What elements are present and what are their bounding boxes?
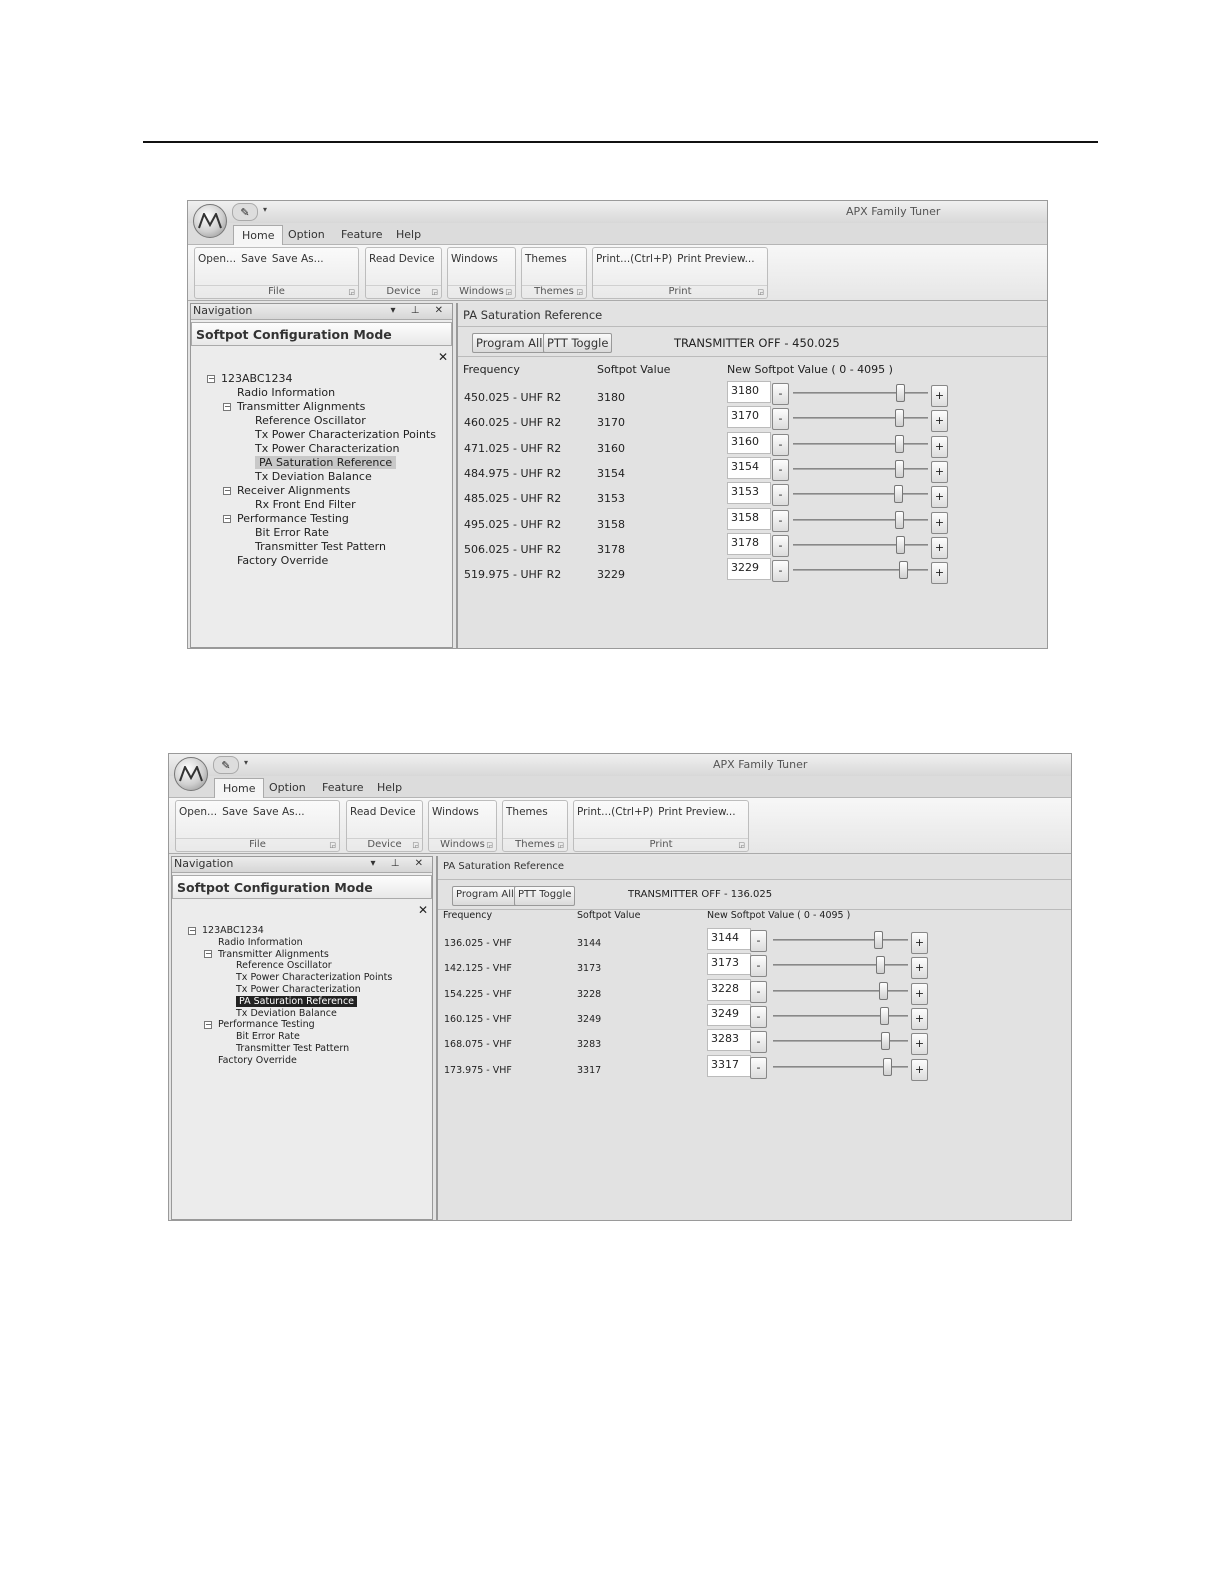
tree-item[interactable]	[201, 428, 452, 442]
open-button[interactable]: Open...	[198, 253, 237, 265]
tab-option[interactable]: Option	[288, 228, 325, 241]
tree-item[interactable]	[201, 442, 452, 456]
tab-feature[interactable]: Feature	[322, 781, 364, 794]
softpot-value-cell: 3173	[577, 963, 602, 975]
navigation-title: Navigation	[174, 857, 234, 870]
tree-item-label: 123ABC1234	[202, 925, 264, 936]
ribbon-group-device	[346, 800, 423, 852]
tree-item[interactable]	[201, 498, 452, 512]
frequency-cell: 471.025 - UHF R2	[464, 441, 562, 455]
main-pane	[456, 303, 1047, 648]
tree-toggle-icon[interactable]: −	[224, 402, 231, 411]
increment-button[interactable]: +	[931, 436, 948, 458]
dialog-launcher-icon[interactable]: ◲	[505, 288, 512, 296]
softpot-slider-track[interactable]	[793, 519, 928, 521]
softpot-slider-thumb[interactable]	[879, 982, 888, 1000]
tree-item-label: Tx Deviation Balance	[255, 470, 372, 483]
title-bar	[188, 201, 1047, 223]
tree-toggle-icon[interactable]: −	[224, 514, 231, 523]
print-ctrl-p-button[interactable]: Print...(Ctrl+P)	[577, 806, 654, 818]
decrement-button[interactable]: -	[772, 510, 789, 532]
tree-item[interactable]	[201, 400, 452, 414]
app-title: APX Family Tuner	[713, 758, 808, 771]
new-softpot-input[interactable]: 3178	[727, 533, 771, 555]
tree-item-label: Performance Testing	[218, 1019, 315, 1031]
softpot-slider-track[interactable]	[793, 493, 928, 495]
mode-title: Softpot Configuration Mode	[172, 875, 432, 899]
ribbon-group-buttons	[596, 253, 760, 265]
navigation-controls-icon[interactable]: ▾ ⊥ ✕	[370, 858, 429, 869]
column-header-softpot: Softpot Value	[577, 910, 641, 921]
softpot-slider-thumb[interactable]	[874, 931, 883, 949]
ribbon-group-file	[194, 247, 359, 299]
increment-button[interactable]: +	[911, 932, 928, 954]
page-rule	[143, 141, 1098, 143]
navigation-pane	[171, 856, 433, 1220]
tree-item-label: PA Saturation Reference	[255, 456, 396, 469]
column-header-new-softpot: New Softpot Value ( 0 - 4095 )	[727, 363, 893, 376]
tree-toggle-icon[interactable]: −	[224, 486, 231, 495]
softpot-slider-track[interactable]	[793, 392, 928, 394]
column-header-new-softpot: New Softpot Value ( 0 - 4095 )	[707, 910, 851, 921]
tree-item-label: Bit Error Rate	[236, 1031, 300, 1043]
navigation-tree	[201, 372, 452, 568]
ribbon-group-buttons	[451, 253, 503, 265]
ribbon-group-label: Device	[366, 285, 441, 297]
ptt-toggle-button[interactable]: PTT Toggle	[514, 886, 575, 906]
frequency-cell: 506.025 - UHF R2	[464, 542, 562, 556]
frequency-cell: 173.975 - VHF	[444, 1064, 512, 1076]
transmitter-status: TRANSMITTER OFF - 136.025	[628, 889, 773, 900]
mode-title: Softpot Configuration Mode	[191, 322, 452, 346]
softpot-slider-thumb[interactable]	[895, 511, 904, 529]
table-row	[438, 1032, 1071, 1059]
tab-home[interactable]: Home	[233, 225, 283, 245]
tree-item[interactable]	[182, 949, 432, 961]
softpot-slider-thumb[interactable]	[881, 1032, 890, 1050]
softpot-slider-track[interactable]	[793, 443, 928, 445]
tree-item[interactable]	[182, 1031, 432, 1043]
decrement-button[interactable]: -	[772, 484, 789, 506]
increment-button[interactable]: +	[911, 1008, 928, 1030]
tree-item[interactable]	[182, 996, 432, 1008]
tree-item-label: 123ABC1234	[221, 372, 293, 385]
tree-toggle-icon[interactable]: −	[208, 374, 215, 383]
dialog-launcher-icon[interactable]: ◲	[486, 841, 493, 849]
tree-item[interactable]	[201, 414, 452, 428]
tree-item[interactable]	[182, 1008, 432, 1020]
softpot-slider-thumb[interactable]	[899, 561, 908, 579]
main-pane	[436, 856, 1071, 1220]
increment-button[interactable]: +	[911, 957, 928, 979]
softpot-slider-track[interactable]	[773, 939, 908, 941]
tree-item[interactable]	[201, 456, 452, 470]
ribbon-group-file	[175, 800, 340, 852]
increment-button[interactable]: +	[931, 512, 948, 534]
quick-access-icon[interactable]: ✎	[213, 756, 239, 774]
ribbon-group-buttons	[577, 806, 741, 818]
softpot-slider-track[interactable]	[793, 417, 928, 419]
tree-close-icon[interactable]: ✕	[417, 903, 428, 917]
softpot-value-cell: 3283	[577, 1039, 602, 1051]
column-header-frequency: Frequency	[463, 363, 520, 376]
main-header: PA Saturation Reference	[458, 303, 1047, 327]
softpot-value-cell: 3229	[597, 568, 625, 582]
dialog-launcher-icon[interactable]: ◲	[412, 841, 419, 849]
dialog-launcher-icon[interactable]: ◲	[348, 288, 355, 296]
main-toolbar	[458, 327, 1047, 357]
windows-button[interactable]: Windows	[451, 253, 498, 265]
ribbon-group-label: Device	[347, 838, 422, 850]
frequency-cell: 160.125 - VHF	[444, 1013, 512, 1025]
new-softpot-input[interactable]: 3249	[707, 1004, 751, 1026]
softpot-value-cell: 3154	[597, 466, 625, 480]
tree-item-label: Transmitter Test Pattern	[255, 540, 386, 553]
softpot-value-cell: 3144	[577, 938, 602, 949]
softpot-slider-thumb[interactable]	[896, 536, 905, 554]
ribbon-group-buttons	[350, 806, 421, 818]
ribbon-group-buttons	[179, 806, 310, 818]
tree-item-label: PA Saturation Reference	[236, 996, 357, 1007]
tab-option[interactable]: Option	[269, 781, 306, 794]
tree-item[interactable]	[201, 372, 452, 386]
ribbon-group-print	[592, 247, 768, 299]
ribbon-group-label: Print	[574, 838, 748, 850]
decrement-button[interactable]: -	[750, 1006, 767, 1028]
decrement-button[interactable]: -	[772, 560, 789, 582]
frequency-cell: 450.025 - UHF R2	[464, 391, 562, 404]
decrement-button[interactable]: -	[750, 1057, 767, 1079]
new-softpot-input[interactable]: 3180	[727, 381, 771, 403]
softpot-value-cell: 3228	[577, 988, 602, 1000]
dialog-launcher-icon[interactable]: ◲	[431, 288, 438, 296]
frequency-cell: 460.025 - UHF R2	[464, 416, 562, 430]
open-button[interactable]: Open...	[179, 806, 218, 818]
main-toolbar	[438, 880, 1071, 910]
windows-button[interactable]: Windows	[432, 806, 479, 818]
new-softpot-input[interactable]: 3170	[727, 406, 771, 428]
tree-item-label: Transmitter Alignments	[218, 948, 329, 960]
softpot-value-cell: 3249	[577, 1013, 602, 1025]
app-title: APX Family Tuner	[846, 205, 941, 218]
softpot-slider-thumb[interactable]	[876, 956, 885, 974]
decrement-button[interactable]: -	[750, 981, 767, 1003]
frequency-cell: 519.975 - UHF R2	[464, 568, 562, 582]
increment-button[interactable]: +	[931, 385, 948, 407]
decrement-button[interactable]: -	[772, 408, 789, 430]
increment-button[interactable]: +	[931, 410, 948, 432]
softpot-slider-track[interactable]	[773, 990, 908, 992]
ribbon-tabs	[169, 776, 1071, 798]
new-softpot-input[interactable]: 3158	[727, 508, 771, 530]
softpot-slider-track[interactable]	[793, 468, 928, 470]
softpot-value-cell: 3178	[597, 542, 625, 556]
dialog-launcher-icon[interactable]: ◲	[576, 288, 583, 296]
ptt-toggle-button[interactable]: PTT Toggle	[543, 333, 612, 353]
softpot-value-cell: 3160	[597, 441, 625, 455]
quick-access-icon[interactable]: ✎	[232, 203, 258, 221]
decrement-button[interactable]: -	[772, 459, 789, 481]
decrement-button[interactable]: -	[772, 535, 789, 557]
tree-toggle-icon[interactable]: −	[189, 925, 196, 935]
navigation-header	[172, 857, 432, 873]
tree-item-label: Reference Oscillator	[255, 414, 366, 427]
frequency-cell: 136.025 - VHF	[444, 938, 512, 949]
ribbon-group-label: Windows	[429, 838, 496, 850]
tree-item-label: Tx Power Characterization	[236, 983, 361, 995]
tree-item-label: Receiver Alignments	[237, 484, 351, 497]
save-button[interactable]: Save	[222, 806, 248, 818]
ribbon-group-device	[365, 247, 442, 299]
softpot-slider-thumb[interactable]	[895, 435, 904, 453]
app-window	[168, 753, 1072, 1221]
softpot-slider-track[interactable]	[793, 544, 928, 546]
ribbon-group-themes	[521, 247, 587, 299]
new-softpot-input[interactable]: 3153	[727, 482, 771, 504]
table-row	[438, 981, 1071, 1009]
tree-item[interactable]	[182, 1043, 432, 1055]
tree-item[interactable]	[201, 526, 452, 540]
decrement-button[interactable]: -	[772, 383, 789, 405]
tree-item-label: Transmitter Alignments	[237, 400, 366, 413]
new-softpot-input[interactable]: 3173	[707, 953, 751, 975]
table-row	[438, 956, 1071, 983]
navigation-pane	[190, 303, 453, 648]
increment-button[interactable]: +	[911, 1059, 928, 1081]
frequency-cell: 168.075 - VHF	[444, 1039, 512, 1051]
increment-button[interactable]: +	[931, 562, 948, 584]
softpot-value-cell: 3153	[597, 492, 625, 506]
tree-item-label: Radio Information	[237, 386, 336, 399]
tree-item[interactable]	[182, 984, 432, 996]
tree-item-label: Factory Override	[218, 1054, 297, 1066]
column-header-frequency: Frequency	[443, 910, 493, 921]
tree-item-label: Factory Override	[237, 554, 329, 567]
tree-close-icon[interactable]: ✕	[437, 350, 448, 364]
decrement-button[interactable]: -	[750, 1031, 767, 1053]
read-device-button[interactable]: Read Device	[369, 253, 435, 265]
print-ctrl-p-button[interactable]: Print...(Ctrl+P)	[596, 253, 673, 265]
ribbon-group-label: Windows	[448, 285, 515, 297]
tree-item-label: Rx Front End Filter	[255, 498, 356, 511]
tree-item-label: Bit Error Rate	[255, 526, 329, 539]
tree-item[interactable]	[201, 554, 452, 568]
tree-item[interactable]	[201, 470, 452, 484]
tree-item[interactable]	[182, 960, 432, 972]
frequency-cell: 485.025 - UHF R2	[464, 492, 562, 506]
softpot-slider-thumb[interactable]	[895, 409, 904, 427]
save-as-button[interactable]: Save As...	[252, 806, 305, 818]
tree-toggle-icon[interactable]: −	[205, 949, 212, 959]
navigation-header	[191, 304, 452, 320]
read-device-button[interactable]: Read Device	[350, 806, 416, 818]
program-all-button[interactable]: Program All	[452, 886, 518, 906]
dialog-launcher-icon[interactable]: ◲	[557, 841, 564, 849]
ribbon-group-buttons	[525, 253, 572, 265]
title-bar	[169, 754, 1071, 776]
ribbon-group-buttons	[506, 806, 553, 818]
tree-item-label: Radio Information	[218, 936, 303, 948]
tree-item-label: Tx Power Characterization Points	[236, 972, 393, 984]
print-preview-button[interactable]: Print Preview...	[677, 253, 755, 265]
softpot-slider-thumb[interactable]	[883, 1058, 892, 1076]
increment-button[interactable]: +	[931, 486, 948, 508]
tree-item-label: Tx Power Characterization Points	[255, 428, 436, 441]
ribbon-group-label: File	[176, 838, 339, 850]
save-button[interactable]: Save	[241, 253, 267, 265]
ribbon	[169, 798, 1071, 854]
quick-access-dropdown-icon[interactable]: ▾	[263, 205, 268, 214]
new-softpot-input[interactable]: 3160	[727, 432, 771, 454]
app-logo-icon[interactable]	[174, 757, 208, 791]
tree-item[interactable]	[182, 1055, 432, 1067]
tree-item-label: Tx Deviation Balance	[236, 1007, 337, 1019]
tab-help[interactable]: Help	[396, 228, 422, 241]
tree-item-label: Tx Power Characterization	[255, 442, 400, 455]
ribbon-group-label: Themes	[503, 838, 567, 850]
tree-item[interactable]	[201, 512, 452, 526]
decrement-button[interactable]: -	[750, 955, 767, 977]
save-as-button[interactable]: Save As...	[271, 253, 324, 265]
increment-button[interactable]: +	[911, 983, 928, 1005]
tab-help[interactable]: Help	[377, 781, 403, 794]
ribbon-group-windows	[447, 247, 516, 299]
softpot-slider-thumb[interactable]	[896, 384, 905, 402]
decrement-button[interactable]: -	[750, 930, 767, 952]
new-softpot-input[interactable]: 3144	[707, 928, 751, 950]
themes-button[interactable]: Themes	[506, 806, 548, 818]
ribbon	[188, 245, 1047, 301]
ribbon-group-label: Themes	[522, 285, 586, 297]
tab-home[interactable]: Home	[214, 778, 264, 798]
tree-item[interactable]	[201, 484, 452, 498]
increment-button[interactable]: +	[931, 461, 948, 483]
tree-item[interactable]	[201, 386, 452, 400]
softpot-value-cell: 3317	[577, 1064, 602, 1076]
navigation-controls-icon[interactable]: ▾ ⊥ ✕	[390, 305, 449, 316]
dialog-launcher-icon[interactable]: ◲	[329, 841, 336, 849]
softpot-value-cell: 3158	[597, 517, 625, 531]
new-softpot-input[interactable]: 3154	[727, 457, 771, 479]
ribbon-group-buttons	[369, 253, 440, 265]
ribbon-group-label: Print	[593, 285, 767, 297]
tree-item-label: Performance Testing	[237, 512, 349, 525]
new-softpot-input[interactable]: 3283	[707, 1029, 751, 1051]
ribbon-group-windows	[428, 800, 497, 852]
tab-feature[interactable]: Feature	[341, 228, 383, 241]
frequency-cell: 495.025 - UHF R2	[464, 517, 562, 531]
tree-item[interactable]	[182, 937, 432, 949]
frequency-cell: 142.125 - VHF	[444, 963, 512, 975]
tree-item[interactable]	[182, 925, 432, 937]
column-header-softpot: Softpot Value	[597, 363, 671, 376]
softpot-slider-track[interactable]	[793, 569, 928, 571]
new-softpot-input[interactable]: 3317	[707, 1055, 751, 1077]
ribbon-group-themes	[502, 800, 568, 852]
tree-item[interactable]	[201, 540, 452, 554]
app-logo-icon[interactable]	[193, 204, 227, 238]
navigation-title: Navigation	[193, 304, 253, 317]
ribbon-group-print	[573, 800, 749, 852]
new-softpot-input[interactable]: 3228	[707, 979, 751, 1001]
navigation-tree	[182, 925, 432, 1067]
softpot-value-cell: 3170	[597, 416, 625, 430]
increment-button[interactable]: +	[911, 1033, 928, 1055]
dialog-launcher-icon[interactable]: ◲	[738, 841, 745, 849]
tree-item-label: Transmitter Test Pattern	[236, 1042, 350, 1054]
new-softpot-input[interactable]: 3229	[727, 558, 771, 580]
dialog-launcher-icon[interactable]: ◲	[757, 288, 764, 296]
frequency-cell: 484.975 - UHF R2	[464, 466, 562, 480]
main-header: PA Saturation Reference	[438, 856, 1071, 880]
app-window	[187, 200, 1048, 649]
tree-toggle-icon[interactable]: −	[205, 1019, 212, 1029]
decrement-button[interactable]: -	[772, 434, 789, 456]
tree-item-label: Reference Oscillator	[236, 960, 332, 972]
tree-item[interactable]	[182, 1019, 432, 1031]
increment-button[interactable]: +	[931, 537, 948, 559]
softpot-value-cell: 3180	[597, 391, 625, 404]
transmitter-status: TRANSMITTER OFF - 450.025	[674, 336, 840, 350]
table-row	[458, 561, 1047, 588]
themes-button[interactable]: Themes	[525, 253, 567, 265]
ribbon-group-buttons	[432, 806, 484, 818]
softpot-slider-thumb[interactable]	[880, 1007, 889, 1025]
frequency-cell: 154.225 - VHF	[444, 988, 512, 1000]
softpot-slider-thumb[interactable]	[894, 485, 903, 503]
softpot-slider-thumb[interactable]	[895, 460, 904, 478]
quick-access-dropdown-icon[interactable]: ▾	[244, 758, 249, 767]
softpot-slider-track[interactable]	[773, 964, 908, 966]
ribbon-group-label: File	[195, 285, 358, 297]
table-row	[438, 1057, 1071, 1085]
tree-item[interactable]	[182, 972, 432, 984]
print-preview-button[interactable]: Print Preview...	[658, 806, 736, 818]
ribbon-tabs	[188, 223, 1047, 245]
program-all-button[interactable]: Program All	[472, 333, 546, 353]
ribbon-group-buttons	[198, 253, 329, 265]
